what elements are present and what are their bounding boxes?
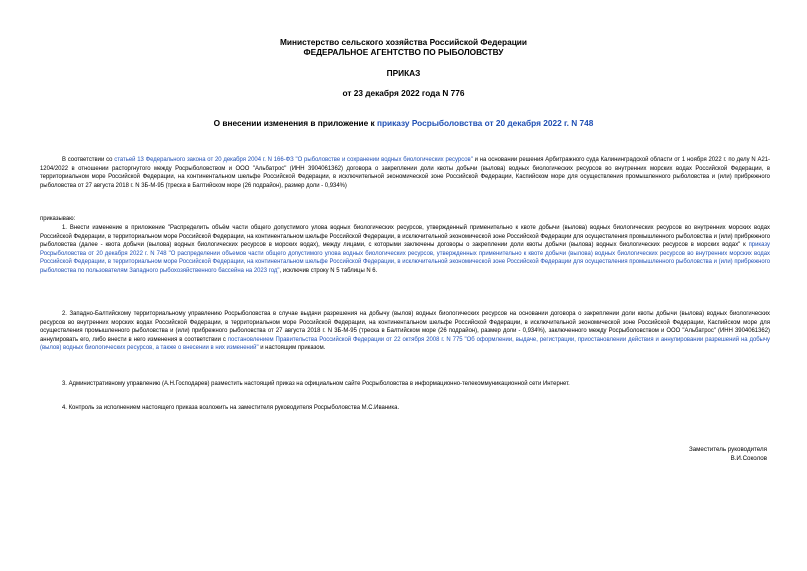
signatory-position: Заместитель руководителя	[688, 446, 767, 453]
order-748-link[interactable]: приказу Росрыболовства от 20 декабря 2022 г. N 748 "О распределении объемов части общего допустимого улова водных биологических ресурсов, утвержденных применительно к квоте добычи (вылова) водных биологических ресурсов во внутренних морских водах Российской Федерации, в территориальном море Российской Федерации, на континентальном шельфе Российской Федерации, в исключительной экономической зоне Российской Федерации для осуществления промышленного рыболовства и (или) прибрежного рыболовства по пользователям Западного рыбохозяйственного бассейна на 2023 год"	[40, 242, 770, 274]
item-2-text-start: 2. Западно-Балтийскому территориальному управлению Росрыболовства в случае выдачи разрешения на добычу (вылов) водных биологических ресурсов на основании договора о закреплении доли квоты добычи (вылова) водных биологических ресурсов во внутренних морских водах Российской Федерации, в территориальном море Российской Федерации, на континентальном шельфе Российской Федерации, в исключительной экономической зоне Российской Федерации, Каспийском море для осуществления промышленного рыболовства и (или) прибрежного рыболовства от 27 августа 2018 г. N 3Б-М-95 (треска в Балтийском море (26 подрайон), размер доли - 0,934%), заключенного между Росрыболовством и ООО "Альбатрос" (ИНН 3904061362) аннулировать его, либо внести в него изменения в соответствии с	[40, 311, 770, 343]
document-date-number: от 23 декабря 2022 года N 776	[342, 88, 465, 98]
government-resolution-link[interactable]: постановлением Правительства Российской Федерации от 22 октября 2008 г. N 775 "Об оформлении, выдаче, регистрации, приостановлении действия и аннулировании разрешений на добычу (вылов) водных биологических ресурсов, а также о внесении в них изменений"	[40, 336, 770, 351]
agency-name: ФЕДЕРАЛЬНОЕ АГЕНТСТВО ПО РЫБОЛОВСТВУ	[303, 47, 504, 57]
title-prefix: О внесении изменения в приложение к	[213, 118, 377, 128]
item-2-paragraph	[40, 310, 770, 353]
federal-law-link[interactable]: статьей 13 Федерального закона от 20 декабря 2004 г. N 166-ФЗ "О рыболовстве и сохранении водных биологических ресурсов"	[114, 157, 473, 163]
preamble-paragraph	[40, 156, 770, 190]
item-1-text-start: 1. Внести изменение в приложение "Распределить объём части общего допустимого улова водных биологических ресурсов, утвержденный применительно к квоте добычи (вылова) водных биологических ресурсов во внутренних морских водах Российской Федерации, в территориальном море Российской Федерации, на континентальном шельфе Российской Федерации, в исключительной экономической зоне Российской Федерации для осуществления промышленного рыболовства и (или) прибрежного рыболовства (далее - квота добычи (вылова) водных биологических ресурсов в морских водах), между лицами, с которыми заключены договоры о закреплении доли квоты добычи (вылова) водных биологических ресурсов в морских водах" к	[40, 225, 770, 248]
document-title	[0, 118, 807, 128]
title-order-link[interactable]: приказу Росрыболовства от 20 декабря 2022 г. N 748	[376, 118, 594, 128]
item-2-text-end: и настоящим приказом.	[258, 345, 326, 351]
item-1-paragraph	[40, 224, 770, 275]
item-1-text-end: , исключив строку N 5 таблицы N 6.	[279, 267, 378, 274]
preamble-text-start: В соответствии со	[62, 157, 115, 163]
document-type: ПРИКАЗ	[386, 68, 421, 78]
item-3-paragraph: 3. Административному управлению (А.Н.Господарев) разместить настоящий приказ на официальном сайте Росрыболовства в информационно-телекоммуникационной сети Интернет.	[62, 381, 570, 387]
preamble-text-end: и на основании решения Арбитражного суда Калининградской области от 1 ноября 2022 г. по делу N А21-1204/2022 в отношении расторгнутого между Росрыболовством и ООО "Альбатрос" (ИНН 3904061362) договора о закреплении доли квоты добычи (вылова) водных биологических ресурсов во внутренних морских водах Российской Федерации, в территориальном море Российской Федерации, на континентальном шельфе Российской Федерации, в исключительной экономической зоне Российской Федерации, Каспийском море для осуществления промышленного рыболовства и (или) прибрежного рыболовства от 27 августа 2018 г. N 3Б-М-95 (треска в Балтийском море (26 подрайон), размер доли - 0,934%)	[40, 157, 771, 189]
item-4-paragraph: 4. Контроль за исполнением настоящего приказа возложить на заместителя руководителя Росрыболовства М.С.Иваника.	[62, 405, 400, 411]
ministry-name: Министерство сельского хозяйства Российской Федерации	[280, 37, 527, 47]
signatory-name: В.И.Соколов	[730, 455, 767, 462]
order-word: приказываю:	[40, 216, 76, 222]
